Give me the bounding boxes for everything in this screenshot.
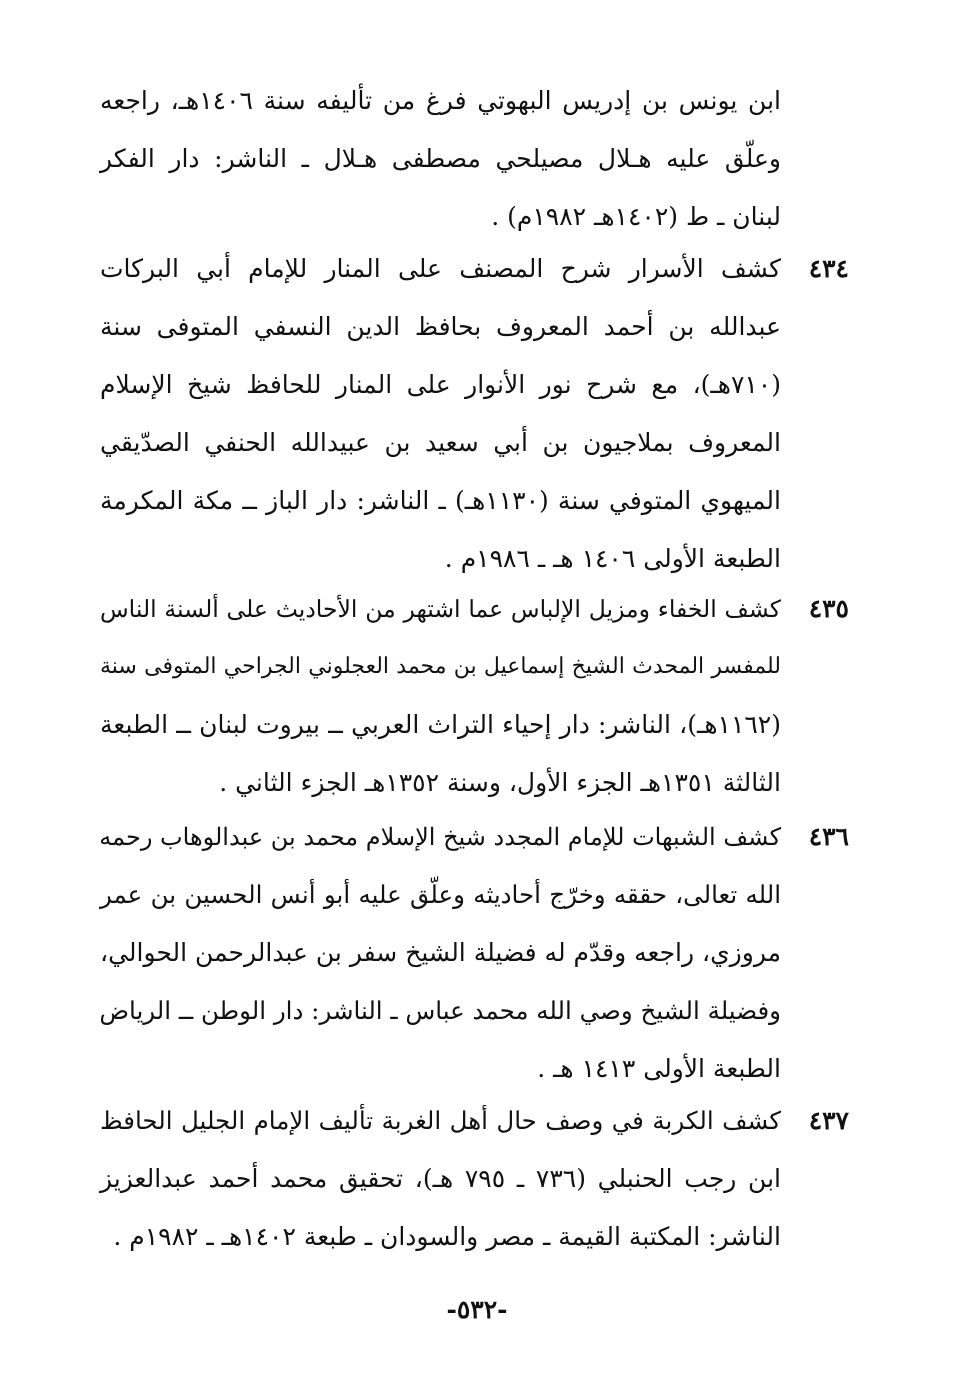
entry-line: الناشر: المكتبة القيمة ـ مصر والسودان ـ طبعة ١٤٠٢هـ ـ ١٩٨٢م .	[113, 1222, 781, 1251]
entry-number: ٤٣٥	[808, 594, 849, 623]
entry-line: مروزي، راجعه وقدّم له فضيلة الشيخ سفر بن عبدالرحمن الحوالي،	[100, 938, 781, 967]
entry-line: وفضيلة الشيخ وصي الله محمد عباس ـ الناشر: دار الوطن ــ الرياض	[99, 996, 781, 1025]
entry-line: كشف الكربة في وصف حال أهل الغربة تأليف الإمام الجليل الحافظ	[100, 1106, 781, 1135]
entry-line: ابن يونس بن إدريس البهوتي فرغ من تأليفه سنة ١٤٠٦هـ، راجعه	[100, 86, 781, 115]
entry-line: للمفسر المحدث الشيخ إسماعيل بن محمد العجلوني الجراحي المتوفى سنة	[100, 654, 781, 679]
entry-number: ٤٣٦	[808, 822, 849, 851]
entry-line: لبنان ـ ط (١٤٠٢هـ ١٩٨٢م) .	[491, 202, 781, 231]
entry-line: الله تعالى، حققه وخرّج أحاديثه وعلّق عليه أبو أنس الحسين بن عمر	[100, 880, 782, 909]
entry-line: المعروف بملاجيون بن أبي سعيد بن عبيدالله الحنفي الصدّيقي	[100, 428, 781, 457]
entry-line: كشف الأسرار شرح المصنف على المنار للإمام أبي البركات	[100, 254, 781, 283]
entry-line: (١١٦٢هـ)، الناشر: دار إحياء التراث العربي ــ بيروت لبنان ــ الطبعة	[100, 710, 781, 739]
entry-line: عبدالله بن أحمد المعروف بحافظ الدين النسفي المتوفى سنة	[100, 312, 781, 341]
entry-number: ٤٣٤	[808, 254, 849, 283]
entry-line: ابن رجب الحنبلي (٧٣٦ ـ ٧٩٥ هـ)، تحقيق محمد أحمد عبدالعزيز	[100, 1164, 781, 1193]
entry-line: الطبعة الأولى ١٤٠٦ هـ ـ ١٩٨٦م .	[444, 544, 781, 573]
entry-line: كشف الخفاء ومزيل الإلباس عما اشتهر من الأحاديث على ألسنة الناس	[100, 595, 781, 623]
page-number: -٥٣٢-	[446, 1295, 508, 1324]
entry-line: الميهوي المتوفي سنة (١١٣٠هـ) ـ الناشر: دار الباز ــ مكة المكرمة	[100, 486, 781, 515]
entry-number: ٤٣٧	[808, 1106, 849, 1135]
entry-line: الثالثة ١٣٥١هـ الجزء الأول، وسنة ١٣٥٢هـ الجزء الثاني .	[219, 768, 781, 797]
entry-line: (٧١٠هـ)، مع شرح نور الأنوار على المنار للحافظ شيخ الإسلام	[100, 370, 781, 399]
entry-line: وعلّق عليه هـلال مصيلحي مصطفى هـلال ـ الناشر: دار الفكر	[100, 144, 781, 173]
entry-line: الطبعة الأولى ١٤١٣ هـ .	[537, 1054, 781, 1083]
entry-line: كشف الشبهات للإمام المجدد شيخ الإسلام محمد بن عبدالوهاب رحمه	[99, 823, 781, 851]
